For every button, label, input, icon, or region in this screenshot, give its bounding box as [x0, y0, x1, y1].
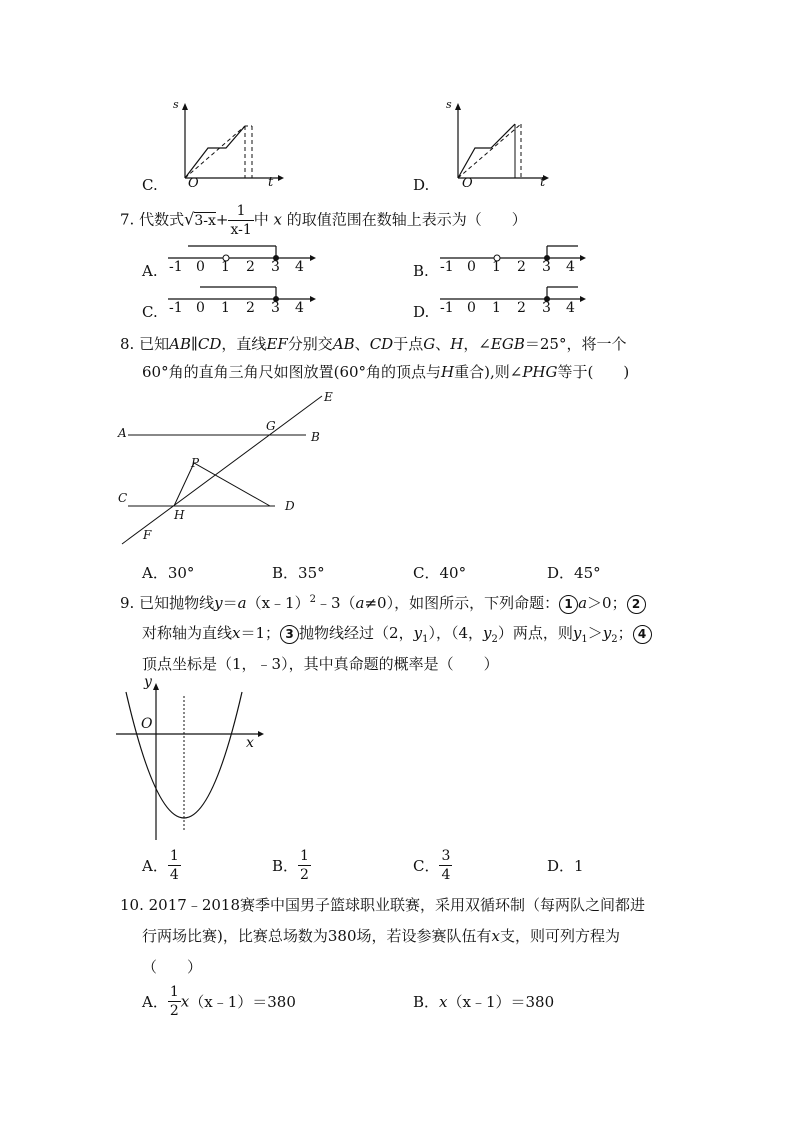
- q6-c-axis-s: s: [173, 98, 179, 111]
- q7-radicand: 3-x: [194, 212, 216, 229]
- q7-option-a-label: A.: [142, 262, 158, 280]
- circled-3: 3: [280, 625, 299, 644]
- q10-stem-line1: 10. 2017﹣2018赛季中国男子篮球职业联赛，采用双循环制（每两队之间都进: [120, 896, 645, 914]
- q8-label-c: C: [118, 491, 128, 505]
- q6-c-origin: O: [188, 176, 199, 191]
- q7-numberline-a: [168, 246, 316, 261]
- q7-number-lines: [0, 0, 794, 330]
- circled-2: 2: [627, 595, 646, 614]
- q7-fraction: $\frac{1}{x-1}$: [230, 203, 252, 238]
- tick: 3: [271, 259, 280, 275]
- tick: 0: [196, 300, 205, 316]
- q7-option-d-label: D.: [413, 303, 430, 321]
- tick: 0: [467, 300, 476, 316]
- q7-sqrt: √: [184, 209, 195, 229]
- q7-option-c-label: C.: [142, 303, 158, 321]
- q6-d-origin: O: [462, 176, 473, 191]
- tick: 3: [542, 300, 551, 316]
- q9-axis-y: y: [144, 674, 152, 690]
- q8-label-p: P: [191, 456, 200, 470]
- q9-stem-line1: 9. 已知抛物线y＝a（x﹣1）$^2$﹣3（a≠0），如图所示，下列命题： 1 a＞0； 2: [120, 592, 646, 614]
- q9-stem-line3: 顶点坐标是（1，﹣3），其中真命题的概率是（ ）: [142, 655, 499, 673]
- q7-text3: 的取值范围在数轴上表示为（ ）: [286, 210, 527, 229]
- q6-d-axis-t: t: [540, 175, 546, 190]
- tick: 2: [246, 259, 255, 275]
- q8-label-b: B: [311, 430, 320, 444]
- q8-choice-a[interactable]: A．30°: [142, 564, 195, 582]
- q8-label-e: E: [324, 390, 333, 404]
- tick: 4: [566, 259, 575, 275]
- q8-choice-d[interactable]: D．45°: [547, 564, 601, 582]
- q8-label-a: A: [118, 426, 127, 440]
- tick: -1: [169, 259, 183, 275]
- q7-text2: 中: [253, 210, 269, 229]
- q9-axis-x: x: [246, 735, 254, 751]
- tick: 1: [492, 300, 501, 316]
- q7-var: x: [273, 210, 282, 229]
- q9-choice-d[interactable]: D．1: [547, 857, 584, 875]
- tick: 0: [196, 259, 205, 275]
- q8-label-f: F: [143, 528, 152, 542]
- q9-choice-c[interactable]: C． $\frac{3}{4}$: [413, 848, 451, 883]
- q7-numberline-d: [440, 287, 586, 302]
- q8-stem-line1: 8. 已知AB∥CD，直线EF分别交AB、CD于点G、H，∠EGB＝25°，将一个: [120, 335, 627, 353]
- q9-origin: O: [141, 716, 153, 732]
- q8-stem-line2: 60°角的直角三角尺如图放置(60°角的顶点与H重合),则∠PHG等于( ): [142, 363, 630, 381]
- tick: 3: [542, 259, 551, 275]
- q7-numberline-b: [440, 246, 586, 261]
- q10-stem-line2: 行两场比赛)，比赛总场数为380场，若设参赛队伍有x支，则可列方程为: [142, 927, 620, 945]
- q7-numberline-c: [168, 287, 316, 302]
- tick: 1: [492, 259, 501, 275]
- q6-option-c-label: C.: [142, 176, 158, 194]
- q7-plus: +: [215, 210, 229, 229]
- tick: -1: [440, 259, 454, 275]
- q8-figure: [110, 388, 350, 548]
- tick: 2: [517, 259, 526, 275]
- q7-number: 7.: [120, 210, 135, 229]
- q8-label-d: D: [285, 499, 295, 513]
- tick: 1: [221, 300, 230, 316]
- tick: -1: [440, 300, 454, 316]
- circled-1: 1: [559, 595, 578, 614]
- q9-stem-line2: 对称轴为直线x＝1； 3 抛物线经过（2，$y_1$），（4，$y_2$）两点，则$y_1>y_2$； 4: [142, 622, 652, 645]
- tick: 0: [467, 259, 476, 275]
- q9-choice-a[interactable]: A． $\frac{1}{4}$: [142, 848, 179, 883]
- q10-choice-a[interactable]: A． $\frac{1}{2}$ x（x﹣1）＝380: [142, 984, 296, 1019]
- q10-stem-line3: （ ）: [142, 958, 203, 976]
- tick: 1: [221, 259, 230, 275]
- tick: 4: [295, 259, 304, 275]
- q9-choice-b[interactable]: B． $\frac{1}{2}$: [272, 848, 309, 883]
- q6-c-axis-t: t: [268, 175, 274, 190]
- q6-option-d-label: D.: [413, 176, 430, 194]
- q8-label-h: H: [174, 508, 185, 522]
- tick: 2: [246, 300, 255, 316]
- tick: 4: [295, 300, 304, 316]
- q8-choice-c[interactable]: C．40°: [413, 564, 467, 582]
- q7-text: 代数式: [139, 210, 185, 229]
- circled-4: 4: [633, 625, 652, 644]
- tick: 2: [517, 300, 526, 316]
- tick: 3: [271, 300, 280, 316]
- q9-parabola-figure: [112, 674, 272, 844]
- q8-label-g: G: [266, 419, 276, 433]
- tick: 4: [566, 300, 575, 316]
- q10-choice-b[interactable]: B．x（x﹣1）＝380: [413, 993, 555, 1011]
- tick: -1: [169, 300, 183, 316]
- q7-option-b-label: B.: [413, 262, 429, 280]
- q8-choice-b[interactable]: B．35°: [272, 564, 325, 582]
- q6-d-axis-s: s: [446, 98, 452, 111]
